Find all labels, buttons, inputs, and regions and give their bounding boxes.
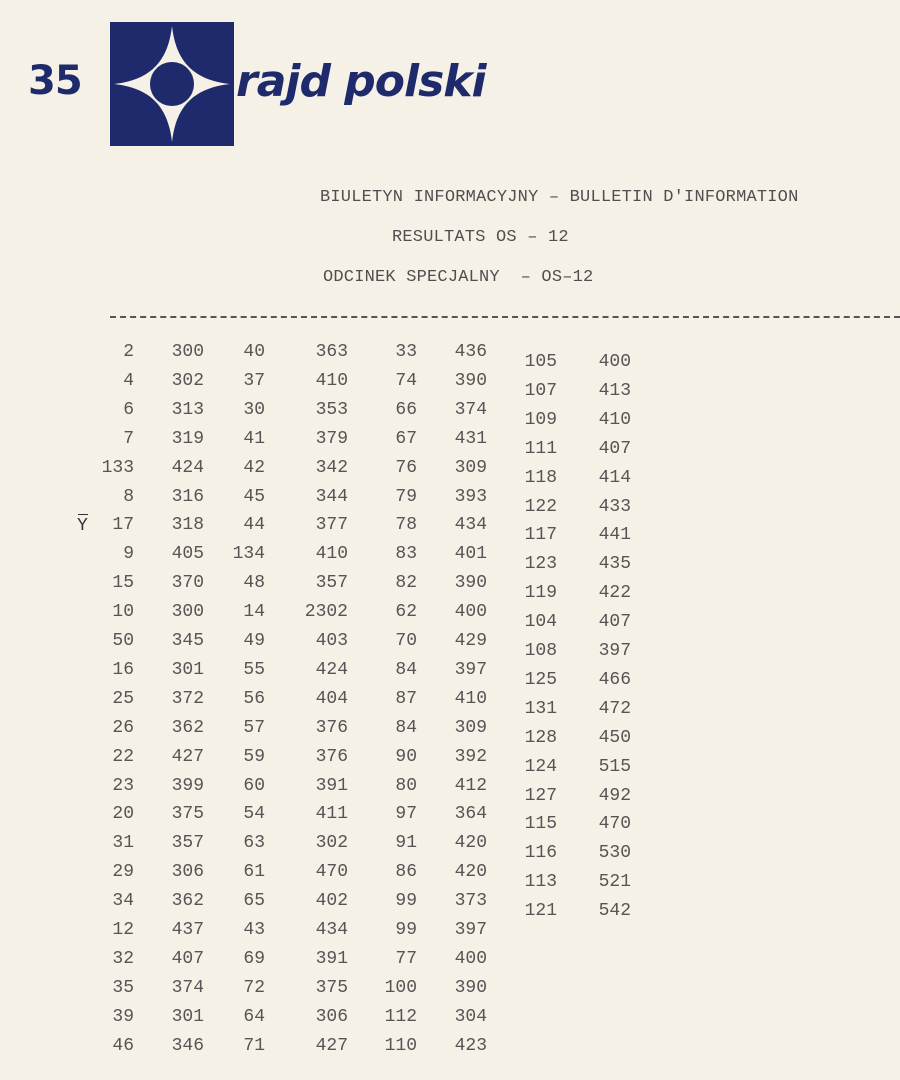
table-cell: 404 <box>315 688 348 709</box>
table-cell: 400 <box>454 948 487 969</box>
table-cell: 83 <box>395 544 417 565</box>
stage-title: ODCINEK SPECJALNY – OS–12 <box>323 268 594 287</box>
table-cell: 9 <box>123 544 134 565</box>
table-cell: 302 <box>171 370 204 391</box>
table-cell: 318 <box>171 515 204 536</box>
table-row <box>0 948 487 973</box>
table-cell: 122 <box>524 496 557 517</box>
table-cell: 407 <box>598 612 631 633</box>
table-row <box>0 977 487 1002</box>
table-cell: 26 <box>112 717 134 738</box>
table-cell: 363 <box>315 342 348 362</box>
table-cell: 466 <box>598 669 631 690</box>
table-cell: 25 <box>112 688 134 709</box>
table-cell: 304 <box>454 1006 487 1027</box>
table-cell: 44 <box>243 515 265 536</box>
table-cell: 319 <box>171 428 204 449</box>
table-row <box>0 1035 487 1060</box>
table-cell: 34 <box>112 891 134 912</box>
table-cell: 400 <box>598 352 631 372</box>
table-cell: 431 <box>454 428 487 449</box>
table-cell: 128 <box>524 727 557 748</box>
table-cell: 2 <box>123 342 134 362</box>
table-cell: 7 <box>123 428 134 449</box>
table-cell: 424 <box>171 457 204 478</box>
table-cell: 375 <box>315 977 348 998</box>
table-cell: 76 <box>395 457 417 478</box>
table-cell: 403 <box>315 631 348 651</box>
table-cell: 49 <box>243 631 265 651</box>
table-cell: 521 <box>598 872 631 893</box>
table-cell: 116 <box>524 843 557 864</box>
dashed-divider <box>110 316 900 318</box>
table-cell: 2302 <box>304 602 348 623</box>
bulletin-title: BIULETYN INFORMACYJNY – BULLETIN D'INFORMATION <box>320 188 799 207</box>
table-cell: 67 <box>395 428 417 449</box>
table-cell: 410 <box>315 370 348 391</box>
table-cell: 450 <box>598 727 631 748</box>
table-cell: 542 <box>598 901 631 922</box>
table-cell: 344 <box>315 486 348 507</box>
table-cell: 424 <box>315 659 348 680</box>
table-cell: 374 <box>171 977 204 998</box>
table-cell: 372 <box>171 688 204 709</box>
table-cell: 376 <box>315 746 348 767</box>
table-cell: 391 <box>315 948 348 969</box>
table-cell: 100 <box>384 977 417 998</box>
table-cell: 16 <box>112 659 134 680</box>
table-cell: 423 <box>454 1035 487 1056</box>
table-cell: 56 <box>243 688 265 709</box>
table-cell: 131 <box>524 698 557 719</box>
table-cell: 4 <box>123 370 134 391</box>
table-cell: 309 <box>454 717 487 738</box>
table-cell: 113 <box>524 872 557 893</box>
table-cell: 86 <box>395 862 417 883</box>
table-cell: 6 <box>123 399 134 420</box>
table-cell: 23 <box>112 775 134 796</box>
table-cell: 412 <box>454 775 487 796</box>
table-cell: 69 <box>243 948 265 969</box>
table-cell: 313 <box>171 399 204 420</box>
table-cell: 407 <box>171 948 204 969</box>
table-cell: 357 <box>315 573 348 594</box>
table-cell: 41 <box>243 428 265 449</box>
table-cell: 90 <box>395 746 417 767</box>
table-cell: 433 <box>598 496 631 517</box>
table-cell: 362 <box>171 717 204 738</box>
table-cell: 84 <box>395 659 417 680</box>
table-cell: 97 <box>395 804 417 825</box>
table-cell: 84 <box>395 717 417 738</box>
table-cell: 107 <box>524 380 557 401</box>
table-cell: 104 <box>524 612 557 633</box>
table-cell: 427 <box>315 1035 348 1056</box>
table-cell: 401 <box>454 544 487 565</box>
table-cell: 400 <box>454 602 487 623</box>
table-cell: 8 <box>123 486 134 507</box>
table-cell: 72 <box>243 977 265 998</box>
table-cell: 397 <box>454 659 487 680</box>
table-cell: 22 <box>112 746 134 767</box>
table-cell: 43 <box>243 920 265 940</box>
table-cell: 427 <box>171 746 204 767</box>
table-cell: 50 <box>112 631 134 651</box>
table-cell: 14 <box>243 602 265 623</box>
table-cell: 374 <box>454 399 487 420</box>
table-cell: 441 <box>598 525 631 546</box>
table-cell: 306 <box>171 862 204 883</box>
table-cell: 370 <box>171 573 204 594</box>
table-cell: 410 <box>598 409 631 430</box>
table-cell: 105 <box>524 352 557 372</box>
table-cell: 492 <box>598 785 631 806</box>
table-cell: 17 <box>112 515 134 536</box>
table-cell: 530 <box>598 843 631 864</box>
table-cell: 410 <box>454 688 487 709</box>
table-cell: 399 <box>171 775 204 796</box>
table-cell: 300 <box>171 342 204 362</box>
table-cell: 391 <box>315 775 348 796</box>
table-cell: 127 <box>524 785 557 806</box>
table-cell: 111 <box>524 438 557 459</box>
table-cell: 109 <box>524 409 557 430</box>
table-cell: 32 <box>112 948 134 969</box>
table-cell: 125 <box>524 669 557 690</box>
table-cell: 57 <box>243 717 265 738</box>
table-cell: 119 <box>524 583 557 604</box>
table-cell: 422 <box>598 583 631 604</box>
table-cell: 87 <box>395 688 417 709</box>
table-cell: 39 <box>112 1006 134 1027</box>
table-cell: 66 <box>395 399 417 420</box>
table-cell: 377 <box>315 515 348 536</box>
table-cell: 12 <box>112 920 134 940</box>
table-cell: 10 <box>112 602 134 623</box>
table-cell: 392 <box>454 746 487 767</box>
table-cell: 373 <box>454 891 487 912</box>
table-cell: 345 <box>171 631 204 651</box>
table-cell: 108 <box>524 641 557 661</box>
table-cell: 61 <box>243 862 265 883</box>
table-cell: 515 <box>598 756 631 777</box>
table-cell: 64 <box>243 1006 265 1027</box>
table-cell: 470 <box>315 862 348 883</box>
table-cell: 390 <box>454 573 487 594</box>
table-cell: 357 <box>171 833 204 854</box>
table-cell: 420 <box>454 862 487 883</box>
table-cell: 472 <box>598 698 631 719</box>
table-cell: 397 <box>598 641 631 661</box>
table-cell: 110 <box>384 1035 417 1056</box>
table-cell: 74 <box>395 370 417 391</box>
table-cell: 48 <box>243 573 265 594</box>
table-cell: 115 <box>524 814 557 835</box>
table-cell: 29 <box>112 862 134 883</box>
table-cell: 15 <box>112 573 134 594</box>
table-cell: 309 <box>454 457 487 478</box>
table-cell: 99 <box>395 920 417 940</box>
table-cell: 63 <box>243 833 265 854</box>
table-cell: 124 <box>524 756 557 777</box>
logo-title: rajd polski <box>236 56 486 107</box>
table-cell: 35 <box>112 977 134 998</box>
table-cell: 379 <box>315 428 348 449</box>
table-cell: 435 <box>598 554 631 575</box>
table-cell: 390 <box>454 977 487 998</box>
table-cell: 407 <box>598 438 631 459</box>
logo-number: 35 <box>28 58 82 104</box>
table-cell: 123 <box>524 554 557 575</box>
table-cell: 37 <box>243 370 265 391</box>
table-cell: 302 <box>315 833 348 854</box>
table-cell: 82 <box>395 573 417 594</box>
table-cell: 316 <box>171 486 204 507</box>
table-cell: 393 <box>454 486 487 507</box>
table-cell: 414 <box>598 467 631 488</box>
table-cell: 40 <box>243 342 265 362</box>
table-row <box>0 1006 487 1031</box>
table-cell: 342 <box>315 457 348 478</box>
table-cell: 117 <box>524 525 557 546</box>
table-cell: 300 <box>171 602 204 623</box>
table-cell: 362 <box>171 891 204 912</box>
table-cell: 411 <box>315 804 348 825</box>
table-cell: 45 <box>243 486 265 507</box>
table-cell: 133 <box>101 457 134 478</box>
table-cell: 33 <box>395 342 417 362</box>
table-cell: 46 <box>112 1035 134 1056</box>
table-cell: 376 <box>315 717 348 738</box>
table-cell: 405 <box>171 544 204 565</box>
table-cell: 70 <box>395 631 417 651</box>
table-cell: 71 <box>243 1035 265 1056</box>
table-cell: 437 <box>171 920 204 940</box>
results-title: RESULTATS OS – 12 <box>392 228 569 247</box>
table-cell: 54 <box>243 804 265 825</box>
table-cell: 134 <box>232 544 265 565</box>
table-cell: 112 <box>384 1006 417 1027</box>
table-cell: 20 <box>112 804 134 825</box>
table-cell: 42 <box>243 457 265 478</box>
table-cell: 402 <box>315 891 348 912</box>
table-cell: 30 <box>243 399 265 420</box>
table-cell: 301 <box>171 659 204 680</box>
table-cell: 31 <box>112 833 134 854</box>
table-cell: 470 <box>598 814 631 835</box>
table-cell: 413 <box>598 380 631 401</box>
table-cell: 121 <box>524 901 557 922</box>
table-cell: 410 <box>315 544 348 565</box>
table-cell: 78 <box>395 515 417 536</box>
table-cell: 429 <box>454 631 487 651</box>
table-cell: 436 <box>454 342 487 362</box>
table-cell: 434 <box>315 920 348 940</box>
table-cell: 390 <box>454 370 487 391</box>
table-cell: 79 <box>395 486 417 507</box>
table-cell: 375 <box>171 804 204 825</box>
table-cell: 420 <box>454 833 487 854</box>
table-cell: 60 <box>243 775 265 796</box>
margin-mark: Y <box>77 516 88 536</box>
table-cell: 306 <box>315 1006 348 1027</box>
rally-logo-icon <box>110 22 234 146</box>
table-cell: 353 <box>315 399 348 420</box>
table-cell: 301 <box>171 1006 204 1027</box>
table-cell: 397 <box>454 920 487 940</box>
table-cell: 346 <box>171 1035 204 1056</box>
table-cell: 99 <box>395 891 417 912</box>
table-cell: 77 <box>395 948 417 969</box>
table-cell: 91 <box>395 833 417 854</box>
table-cell: 55 <box>243 659 265 680</box>
table-cell: 118 <box>524 467 557 488</box>
table-cell: 364 <box>454 804 487 825</box>
table-cell: 434 <box>454 515 487 536</box>
table-cell: 62 <box>395 602 417 623</box>
table-cell: 65 <box>243 891 265 912</box>
table-cell: 80 <box>395 775 417 796</box>
table-cell: 59 <box>243 746 265 767</box>
